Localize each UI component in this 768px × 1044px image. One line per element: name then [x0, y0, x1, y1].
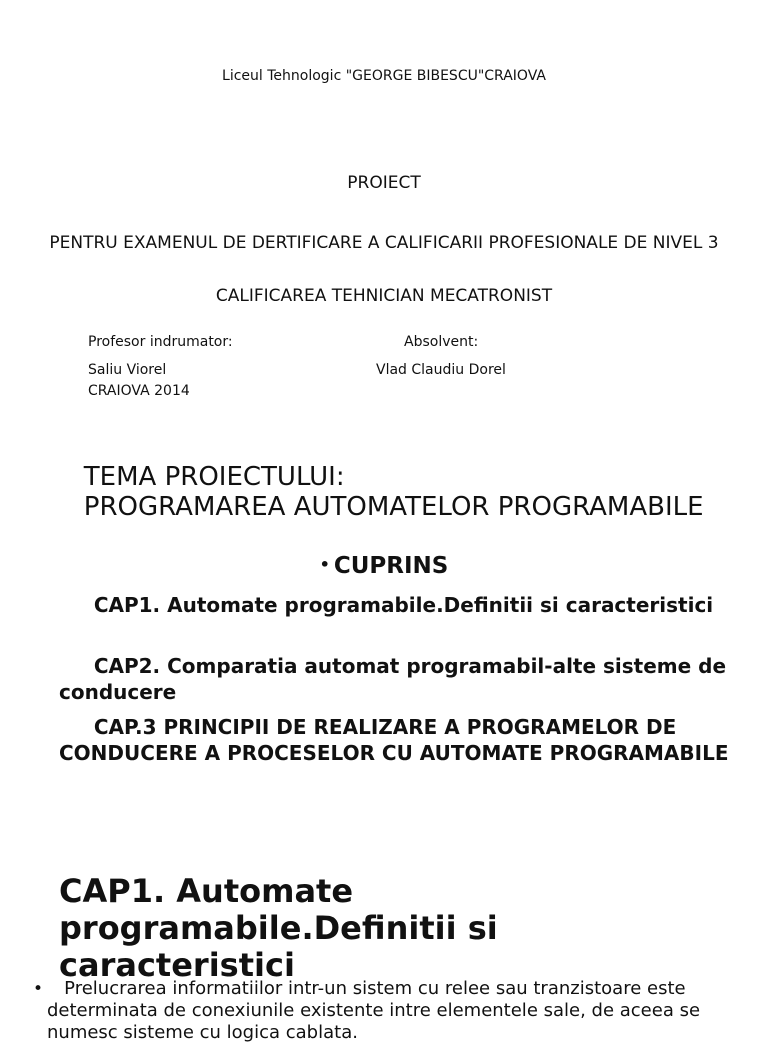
chapter1-paragraph: Prelucrarea informatiilor intr-un sistem cu relee sau tranzistoare este determinata de conexiunile existente intre elementele sale, de aceea se numesc sisteme cu logica cablata.	[47, 978, 706, 1043]
project-title: PROIECT	[347, 173, 421, 193]
bullet-icon: •	[33, 979, 44, 999]
chapter1-heading: CAP1. Automate programabile.Definitii si caracteristici	[59, 872, 498, 984]
toc-item-cap1: CAP1. Automate programabile.Definitii si caracteristici	[59, 593, 714, 617]
graduate-name: Vlad Claudiu Dorel	[376, 362, 506, 378]
toc-item-cap3: CAP.3 PRINCIPII DE REALIZARE A PROGRAMELOR DE CONDUCERE A PROCESELOR CU AUTOMATE PROGRAMABILE	[59, 715, 729, 765]
city-year: CRAIOVA 2014	[88, 383, 190, 399]
contents-title: CUPRINS	[333, 553, 449, 579]
qualification-line: CALIFICAREA TEHNICIAN MECATRONIST	[215, 286, 553, 306]
project-theme: TEMA PROIECTULUI: PROGRAMAREA AUTOMATELOR PROGRAMABILE	[83, 462, 704, 522]
contents-heading	[0, 553, 768, 579]
teacher-name: Saliu Viorel	[88, 362, 167, 378]
bullet-icon: •	[319, 555, 330, 574]
school-name: Liceul Tehnologic "GEORGE BIBESCU"CRAIOVA	[222, 68, 546, 84]
project-subtitle: PENTRU EXAMENUL DE DERTIFICARE A CALIFICARII PROFESIONALE DE NIVEL 3	[49, 233, 719, 253]
toc-item-cap2: CAP2. Comparatia automat programabil-alte sisteme de conducere	[59, 654, 761, 704]
graduate-label: Absolvent:	[404, 334, 479, 350]
teacher-label: Profesor indrumator:	[88, 334, 233, 350]
